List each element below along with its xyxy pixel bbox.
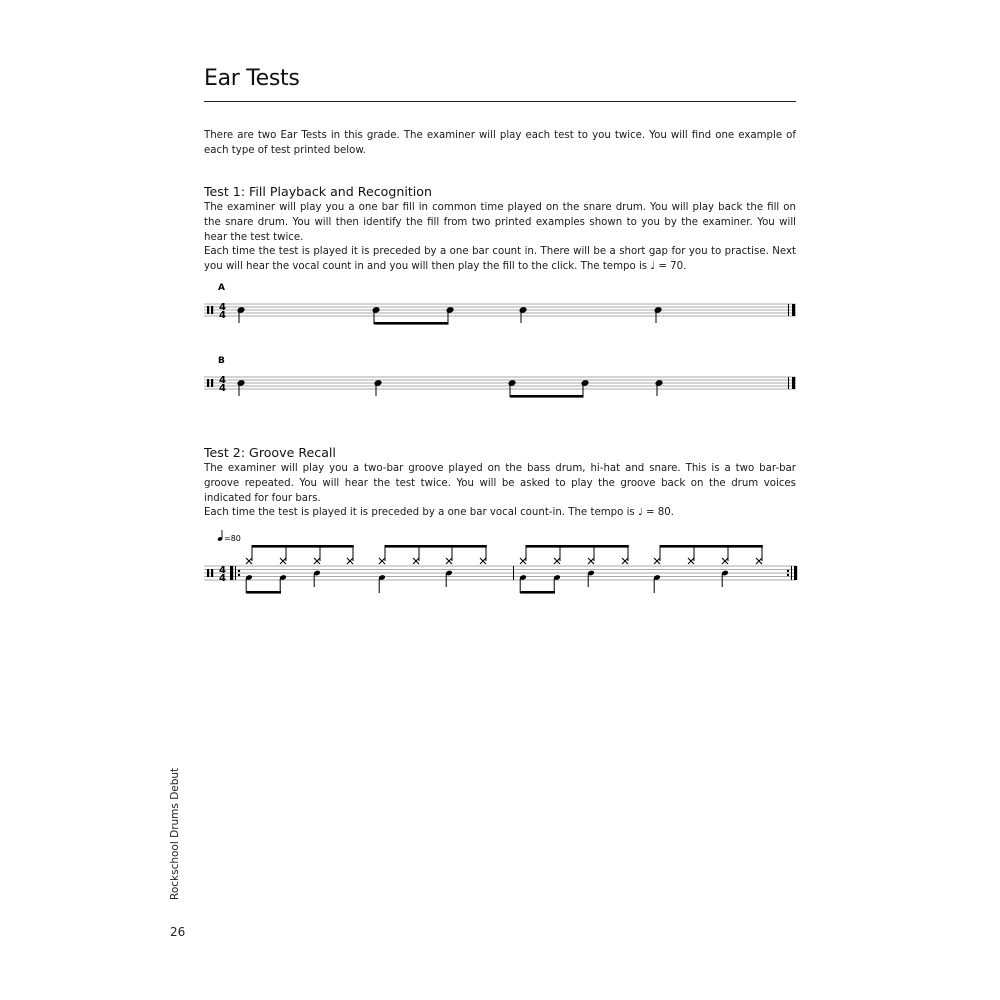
groove-staff bbox=[0, 528, 1000, 608]
notes-a bbox=[237, 307, 662, 325]
test2-paragraph2-text: Each time the test is played it is preceded by a one bar vocal count-in. The tempo is bbox=[204, 507, 638, 518]
snare-note bbox=[237, 307, 245, 314]
page-title: Ear Tests bbox=[204, 66, 300, 91]
staff-lines bbox=[204, 566, 796, 580]
time-signature-top: 4 bbox=[219, 375, 226, 386]
bass-drum-beam bbox=[520, 591, 555, 594]
tempo-text: =80 bbox=[224, 534, 241, 543]
hihat-beam bbox=[660, 545, 763, 548]
quarter-note-icon: ♩ bbox=[637, 507, 643, 518]
test1-paragraph2-text: Each time the test is played it is preceded by a one bar count in. There will be a short gap for you to practise. Next you will hear the vocal count in and you will then play the fill to the click. The tempo is bbox=[204, 246, 796, 272]
test2-paragraph2 bbox=[204, 505, 796, 520]
snare-note bbox=[519, 307, 527, 314]
snare-note bbox=[655, 380, 663, 387]
example-b-label: B bbox=[218, 356, 225, 366]
snare-note bbox=[446, 307, 454, 314]
example-a-label: A bbox=[218, 283, 225, 293]
staff-lines bbox=[204, 304, 796, 316]
intro-paragraph: There are two Ear Tests in this grade. The examiner will play each test to you twice. You will find one example of each type of test printed below. bbox=[204, 130, 796, 156]
test1-paragraph2 bbox=[204, 244, 796, 274]
fill-example-b-staff bbox=[0, 353, 1000, 403]
time-signature-bottom: 4 bbox=[219, 310, 226, 321]
snare-note bbox=[237, 380, 245, 387]
time-signature-top: 4 bbox=[219, 565, 226, 576]
time-signature-top: 4 bbox=[219, 302, 226, 313]
test1-tempo-text: = 70. bbox=[655, 261, 687, 272]
beam bbox=[374, 322, 449, 325]
snare-note bbox=[372, 307, 380, 314]
quarter-note-icon: ♩ bbox=[650, 261, 656, 272]
snare-note bbox=[581, 380, 589, 387]
fill-example-a-staff bbox=[0, 280, 1000, 330]
sidebar-book-title: Rockschool Drums Debut bbox=[169, 767, 181, 900]
staff-lines bbox=[204, 377, 796, 389]
page-number: 26 bbox=[170, 925, 186, 939]
test2-heading: Test 2: Groove Recall bbox=[204, 445, 336, 460]
tempo-marking bbox=[217, 530, 241, 543]
test2-paragraph1: The examiner will play you a two-bar groove played on the bass drum, hi-hat and snare. This is a two bar-bar groove repeated. You will hear the test twice. You will be asked to play the groove back on the drum voices indicated for four bars. bbox=[204, 463, 796, 504]
snare-note bbox=[654, 307, 662, 314]
bass-drum-beam bbox=[246, 591, 281, 594]
test1-heading: Test 1: Fill Playback and Recognition bbox=[204, 184, 432, 199]
middle-barline bbox=[513, 566, 514, 580]
test2-tempo-text: = 80. bbox=[642, 507, 674, 518]
hihat-beam bbox=[385, 545, 487, 548]
test1-paragraph1: The examiner will play you a one bar fill in common time played on the snare drum. You will play back the fill on the snare drum. You will then identify the fill from two printed examples shown to you by the examiner. You will hear the test twice. bbox=[204, 202, 796, 243]
snare-note bbox=[374, 380, 382, 387]
title-rule bbox=[204, 101, 796, 102]
time-signature-bottom: 4 bbox=[219, 573, 226, 584]
hihat-beam bbox=[526, 545, 629, 548]
hihat-beam bbox=[252, 545, 354, 548]
beam bbox=[510, 395, 584, 398]
notes-b bbox=[237, 380, 663, 398]
time-signature-bottom: 4 bbox=[219, 383, 226, 394]
snare-note bbox=[508, 380, 516, 387]
